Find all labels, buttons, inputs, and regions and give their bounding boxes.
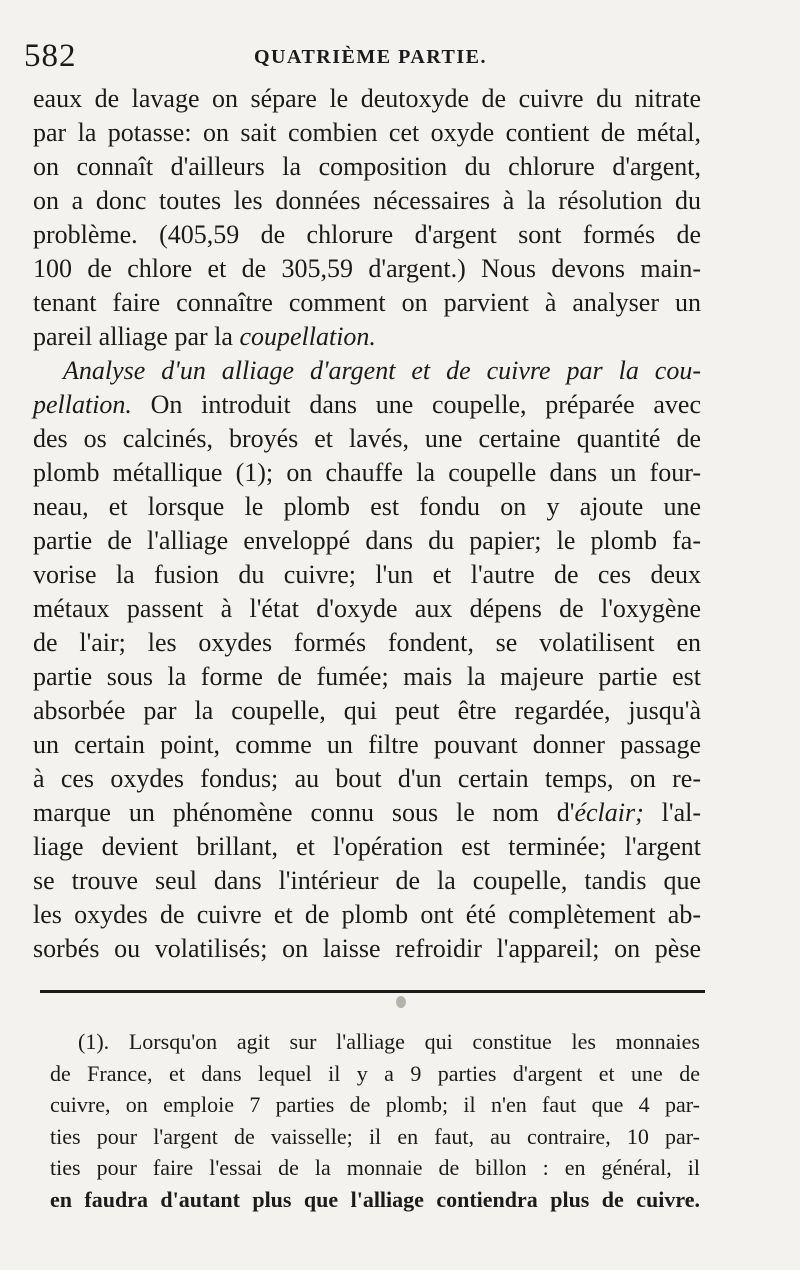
text-line [33,388,701,422]
section-heading: Analyse d'un alliage d'argent et de cuivre par la cou- [63,356,701,385]
text-line: tenant faire connaître comment on parvient à analyser un [33,288,701,317]
text-line: problème. (405,59 de chlorure d'argent sont formés de [33,220,701,249]
footnote [50,1026,700,1215]
text-line: liage devient brillant, et l'opération est terminée; l'argent [33,832,701,861]
page-header [24,38,724,78]
text-line: les oxydes de cuivre et de plomb ont été complètement ab- [33,900,701,929]
text-line: 100 de chlore et de 305,59 d'argent.) Nous devons main- [33,254,701,283]
text-line: absorbée par la coupelle, qui peut être regardée, jusqu'à [33,696,701,725]
text-fragment: marque un phénomène connu sous le nom d' [33,798,575,827]
text-line: on a donc toutes les données nécessaires à la résolution du [33,186,701,215]
text-line: neau, et lorsque le plomb est fondu on y ajoute une [33,492,701,521]
footnote-line: ties pour l'argent de vaisselle; il en faut, au contraire, 10 par- [50,1123,700,1149]
footnote-line: de France, et dans lequel il y a 9 parties d'argent et une de [50,1060,700,1086]
text-line: se trouve seul dans l'intérieur de la coupelle, tandis que [33,866,701,895]
footnote-rule [40,990,705,993]
text-line: sorbés ou volatilisés; on laisse refroidir l'appareil; on pèse [33,934,701,963]
page-number: 582 [24,38,77,74]
section-heading-line [33,354,701,388]
footnote-line: ties pour faire l'essai de la monnaie de billon : en général, il [50,1155,700,1180]
text-fragment: On introduit dans une coupelle, préparée avec [150,390,701,419]
text-line: partie de l'alliage enveloppé dans du papier; le plomb fa- [33,526,701,555]
text-line: de l'air; les oxydes formés fondent, se volatilisent en [33,628,701,657]
text-line: un certain point, comme un filtre pouvant donner passage [33,730,701,759]
text-fragment: pareil alliage par la [33,322,233,351]
text-line: métaux passent à l'état d'oxyde aux dépens de l'oxygène [33,594,701,623]
italic-term: coupellation. [239,322,376,351]
section-heading-end: pellation. [33,390,132,419]
ornament-dot [396,996,406,1008]
footnote-line: en faudra d'autant plus que l'alliage contiendra plus de cuivre. [50,1186,700,1212]
text-line: des os calcinés, broyés et lavés, une certaine quantité de [33,424,701,453]
text-line: partie sous la forme de fumée; mais la majeure partie est [33,662,701,691]
text-fragment: l'al- [661,798,701,827]
text-line: par la potasse: on sait combien cet oxyde contient de métal, [33,118,701,147]
text-line [33,320,701,354]
text-line: plomb métallique (1); on chauffe la coupelle dans un four- [33,458,701,487]
main-text [33,82,701,966]
text-line [33,796,701,830]
italic-term: éclair; [574,798,644,827]
text-line: eaux de lavage on sépare le deutoxyde de cuivre du nitrate [33,84,701,113]
text-line: vorise la fusion du cuivre; l'un et l'autre de ces deux [33,560,701,589]
text-line: à ces oxydes fondus; au bout d'un certain temps, on re- [33,764,701,793]
running-head: QUATRIÈME PARTIE. [254,46,487,68]
footnote-line: cuivre, on emploie 7 parties de plomb; il n'en faut que 4 par- [50,1092,700,1117]
text-line: on connaît d'ailleurs la composition du chlorure d'argent, [33,152,701,181]
footnote-line: (1). Lorsqu'on agit sur l'alliage qui constitue les monnaies [78,1029,700,1054]
